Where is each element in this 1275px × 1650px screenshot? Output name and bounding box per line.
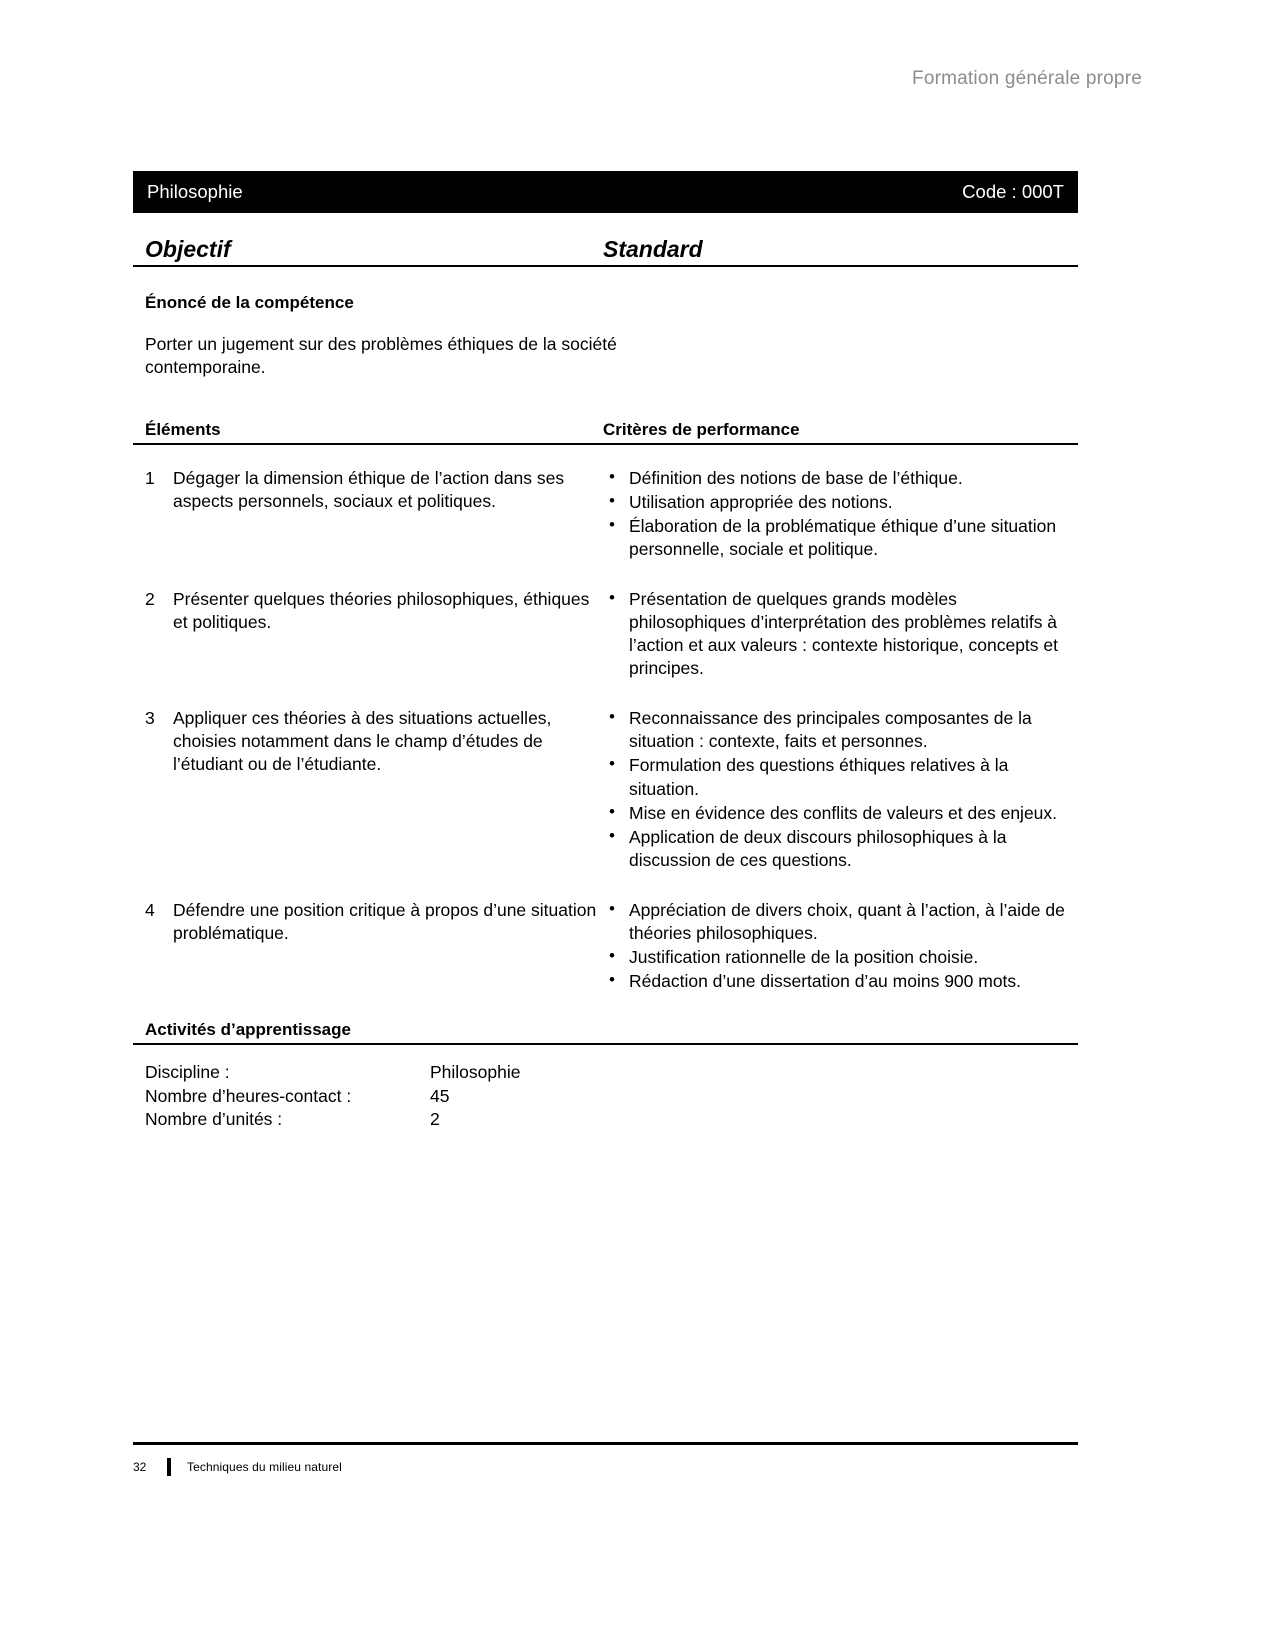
- criteres-heading: Critères de performance: [603, 419, 800, 439]
- list-item: • Utilisation appropriée des notions.: [603, 491, 1078, 514]
- element-number: 4: [145, 899, 155, 920]
- criteres-cell: [603, 588, 1078, 681]
- program-name: Techniques du milieu naturel: [187, 1460, 342, 1474]
- element-cell: [133, 588, 603, 681]
- objectif-heading: Objectif: [145, 236, 231, 262]
- activity-label: Nombre d’heures-contact :: [145, 1085, 352, 1106]
- element-number: 3: [145, 708, 155, 729]
- criteres-list: [603, 707, 1078, 872]
- table-row: [133, 588, 1078, 681]
- competence-text: Porter un jugement sur des problèmes éthiques de la société contemporaine.: [145, 334, 617, 378]
- table-row: [133, 899, 1078, 994]
- activity-label: Discipline :: [145, 1062, 230, 1083]
- list-item: • Élaboration de la problématique éthique d’une situation personnelle, sociale et politique.: [603, 515, 1078, 561]
- table-row: [145, 1085, 1078, 1108]
- activities-header: [133, 1020, 1078, 1045]
- criteres-list: [603, 588, 1078, 680]
- list-item: • Reconnaissance des principales composantes de la situation : contexte, faits et personnes.: [603, 707, 1078, 753]
- elements-heading: Éléments: [145, 419, 221, 439]
- document-body: [133, 236, 1078, 1131]
- table-row: [133, 467, 1078, 562]
- activities-heading: Activités d’apprentissage: [145, 1020, 351, 1040]
- standard-heading: Standard: [603, 236, 703, 262]
- discipline-title-bar: [133, 171, 1078, 213]
- list-item: • Justification rationnelle de la position choisie.: [603, 946, 1078, 969]
- table-row: [145, 1108, 1078, 1131]
- page-footer: [133, 1458, 1078, 1476]
- page-number: 32: [133, 1460, 147, 1474]
- list-item: • Définition des notions de base de l’éthique.: [603, 467, 1078, 490]
- criteres-cell: [603, 467, 1078, 562]
- list-item: • Mise en évidence des conflits de valeurs et des enjeux.: [603, 802, 1078, 825]
- list-item: • Rédaction d’une dissertation d’au moins 900 mots.: [603, 970, 1078, 993]
- competence-rows: [133, 467, 1078, 995]
- activities-table: [133, 1061, 1078, 1131]
- activity-value: 2: [430, 1108, 440, 1129]
- activity-label: Nombre d’unités :: [145, 1108, 283, 1129]
- footer-bar-icon: [167, 1458, 171, 1476]
- running-head: Formation générale propre: [912, 68, 1142, 89]
- element-cell: [133, 899, 603, 994]
- elements-criteres-header: [133, 420, 1078, 445]
- element-cell: [133, 467, 603, 562]
- activity-value: 45: [430, 1085, 450, 1106]
- list-item: • Formulation des questions éthiques relatives à la situation.: [603, 754, 1078, 800]
- element-text: Dégager la dimension éthique de l’action dans ses aspects personnels, sociaux et politiques.: [173, 467, 565, 511]
- activity-value: Philosophie: [430, 1062, 521, 1083]
- element-number: 2: [145, 588, 155, 609]
- footer-divider: [133, 1442, 1078, 1445]
- list-item: • Appréciation de divers choix, quant à l’action, à l’aide de théories philosophiques.: [603, 899, 1078, 945]
- element-number: 1: [145, 467, 155, 488]
- table-row: [133, 707, 1078, 873]
- list-item: • Application de deux discours philosophiques à la discussion de ces questions.: [603, 826, 1078, 872]
- list-item: • Présentation de quelques grands modèles philosophiques d’interprétation des problèmes relatifs à l’action et aux valeurs : contexte historique, concepts et principes.: [603, 588, 1078, 680]
- competence-heading: Énoncé de la compétence: [145, 293, 354, 312]
- criteres-list: [603, 467, 1078, 561]
- competence-code: Code : 000T: [962, 181, 1064, 202]
- element-cell: [133, 707, 603, 873]
- criteres-cell: [603, 707, 1078, 873]
- element-text: Défendre une position critique à propos d’une situation problématique.: [173, 899, 597, 944]
- element-text: Appliquer ces théories à des situations actuelles, choisies notamment dans le champ d’études de l’étudiant ou de l’étudiante.: [173, 708, 552, 775]
- criteres-cell: [603, 899, 1078, 994]
- table-row: [145, 1061, 1078, 1084]
- discipline-name: Philosophie: [147, 181, 243, 202]
- objectif-standard-header: [133, 236, 1078, 267]
- element-text: Présenter quelques théories philosophiques, éthiques et politiques.: [173, 588, 590, 632]
- criteres-list: [603, 899, 1078, 993]
